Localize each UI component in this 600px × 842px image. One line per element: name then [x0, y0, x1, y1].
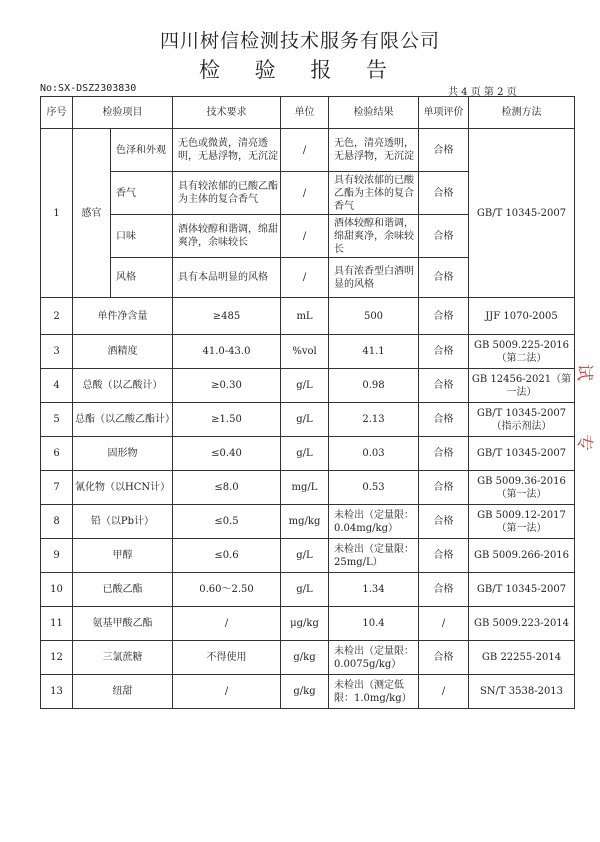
row-unit: g/kg — [281, 641, 329, 675]
row-seq: 4 — [41, 369, 73, 403]
row-method: GB/T 10345-2007（指示剂法） — [469, 403, 575, 437]
row-result: 未检出（定量限：0.04mg/kg） — [329, 505, 419, 539]
row-item: 色泽和外观 — [111, 129, 173, 172]
row-seq: 9 — [41, 539, 73, 573]
row-unit: mg/kg — [281, 505, 329, 539]
row-req: 具有本品明显的风格 — [173, 258, 281, 298]
col-item: 检验项目 — [73, 97, 173, 129]
row-eval: 合格 — [419, 172, 469, 215]
col-req: 技术要求 — [173, 97, 281, 129]
table-row — [41, 471, 575, 505]
row-unit: mg/L — [281, 471, 329, 505]
row-method: GB 5009.223-2014 — [469, 607, 575, 641]
header-row — [41, 97, 575, 129]
col-unit: 单位 — [281, 97, 329, 129]
table-row — [41, 641, 575, 675]
row-req: ≤0.40 — [173, 437, 281, 471]
row-eval: 合格 — [419, 369, 469, 403]
row-req: / — [173, 607, 281, 641]
row-eval: 合格 — [419, 437, 469, 471]
row-unit: mL — [281, 298, 329, 335]
row-method: GB 5009.266-2016 — [469, 539, 575, 573]
row-result: 未检出（定量限：25mg/L） — [329, 539, 419, 573]
row-unit: g/kg — [281, 675, 329, 709]
row-seq: 5 — [41, 403, 73, 437]
row-eval: 合格 — [419, 129, 469, 172]
row-item: 已酸乙酯 — [73, 573, 173, 607]
row-result: 0.03 — [329, 437, 419, 471]
col-eval: 单项评价 — [419, 97, 469, 129]
row-method: GB 5009.36-2016（第一法） — [469, 471, 575, 505]
row-unit: μg/kg — [281, 607, 329, 641]
row-req: 不得使用 — [173, 641, 281, 675]
row-req: 具有较浓郁的已酸乙酯为主体的复合香气 — [173, 172, 281, 215]
row-method: GB 12456-2021（第一法） — [469, 369, 575, 403]
row-result: 10.4 — [329, 607, 419, 641]
row-item: 酒精度 — [73, 335, 173, 369]
col-result: 检验结果 — [329, 97, 419, 129]
row-result: 具有浓香型白酒明显的风格 — [329, 258, 419, 298]
row-seq: 2 — [41, 298, 73, 335]
sensory-row — [41, 129, 575, 172]
table-row — [41, 298, 575, 335]
row-unit: g/L — [281, 437, 329, 471]
row-result: 未检出（定量限：0.0075g/kg） — [329, 641, 419, 675]
row-item: 氰化物（以HCN计） — [73, 471, 173, 505]
row-item: 氨基甲酸乙酯 — [73, 607, 173, 641]
row-unit: g/L — [281, 403, 329, 437]
row-result: 1.34 — [329, 573, 419, 607]
row-eval: 合格 — [419, 298, 469, 335]
table-row — [41, 335, 575, 369]
row-item: 总酸（以乙酸计） — [73, 369, 173, 403]
row-result: 500 — [329, 298, 419, 335]
row-result: 2.13 — [329, 403, 419, 437]
row-item: 单件净含量 — [73, 298, 173, 335]
row-unit: / — [281, 172, 329, 215]
row-method: GB 5009.12-2017（第一法） — [469, 505, 575, 539]
row-result: 酒体较醇和谐调，绵甜爽净，余味较长 — [329, 215, 419, 258]
row-method: GB/T 10345-2007 — [469, 129, 575, 298]
row-result: 41.1 — [329, 335, 419, 369]
margin-mark: 专 — [574, 434, 594, 451]
row-req: 41.0-43.0 — [173, 335, 281, 369]
row-req: ≥0.30 — [173, 369, 281, 403]
row-seq: 7 — [41, 471, 73, 505]
row-result: 无色，清亮透明，无悬浮物，无沉淀 — [329, 129, 419, 172]
row-eval: 合格 — [419, 471, 469, 505]
row-item: 纽甜 — [73, 675, 173, 709]
row-item: 风格 — [111, 258, 173, 298]
row-req: ≤8.0 — [173, 471, 281, 505]
row-seq: 13 — [41, 675, 73, 709]
row-req: 无色或微黄，清亮透明，无悬浮物，无沉淀 — [173, 129, 281, 172]
row-eval: / — [419, 607, 469, 641]
row-eval: 合格 — [419, 403, 469, 437]
row-result: 0.53 — [329, 471, 419, 505]
row-seq: 12 — [41, 641, 73, 675]
row-seq: 6 — [41, 437, 73, 471]
row-eval: 合格 — [419, 505, 469, 539]
row-item: 香气 — [111, 172, 173, 215]
row-req: 酒体较醇和谐调，绵甜爽净，余味较长 — [173, 215, 281, 258]
row-result: 具有较浓郁的已酸乙酯为主体的复合香气 — [329, 172, 419, 215]
row-unit: g/L — [281, 369, 329, 403]
table-row — [41, 675, 575, 709]
row-method: GB 5009.225-2016（第二法） — [469, 335, 575, 369]
row-item: 铅（以Pb计） — [73, 505, 173, 539]
row-method: GB 22255-2014 — [469, 641, 575, 675]
row-method: GB/T 10345-2007 — [469, 573, 575, 607]
row-item: 总酯（以乙酸乙酯计） — [73, 403, 173, 437]
table-row — [41, 369, 575, 403]
row-eval: / — [419, 675, 469, 709]
row-seq: 11 — [41, 607, 73, 641]
row-seq: 3 — [41, 335, 73, 369]
table-row — [41, 573, 575, 607]
row-result: 0.98 — [329, 369, 419, 403]
row-req: ≤0.6 — [173, 539, 281, 573]
report-title: 检 验 报 告 — [198, 58, 402, 82]
page-info: 共 4 页 第 2 页 — [448, 87, 517, 98]
row-eval: 合格 — [419, 539, 469, 573]
row-item: 口味 — [111, 215, 173, 258]
row-eval: 合格 — [419, 335, 469, 369]
row-method: SN/T 3538-2013 — [469, 675, 575, 709]
row-req: 0.60～2.50 — [173, 573, 281, 607]
table-row — [41, 607, 575, 641]
row-eval: 合格 — [419, 641, 469, 675]
row-seq: 8 — [41, 505, 73, 539]
row-unit: g/L — [281, 573, 329, 607]
row-req: ≥1.50 — [173, 403, 281, 437]
row-req: / — [173, 675, 281, 709]
report-number: No:SX-DSZ2303830 — [40, 83, 137, 94]
row-unit: / — [281, 215, 329, 258]
company-name: 四川树信检测技术服务有限公司 — [159, 30, 440, 52]
row-method: GB/T 10345-2007 — [469, 437, 575, 471]
row-method: JJF 1070-2005 — [469, 298, 575, 335]
table-row — [41, 403, 575, 437]
row-eval: 合格 — [419, 573, 469, 607]
table-row — [41, 505, 575, 539]
table-row — [41, 437, 575, 471]
col-seq: 序号 — [41, 97, 73, 129]
row-unit: / — [281, 258, 329, 298]
row-seq: 10 — [41, 573, 73, 607]
row-unit: g/L — [281, 539, 329, 573]
row-seq: 1 — [41, 129, 73, 298]
row-eval: 合格 — [419, 215, 469, 258]
row-req: ≤0.5 — [173, 505, 281, 539]
row-unit: / — [281, 129, 329, 172]
row-eval: 合格 — [419, 258, 469, 298]
row-item: 固形物 — [73, 437, 173, 471]
row-item: 甲醇 — [73, 539, 173, 573]
col-method: 检测方法 — [469, 97, 575, 129]
row-result: 未检出（测定低限：1.0mg/kg） — [329, 675, 419, 709]
sensory-group: 感官 — [73, 129, 111, 298]
row-req: ≥485 — [173, 298, 281, 335]
row-unit: %vol — [281, 335, 329, 369]
test-results-table — [40, 96, 575, 709]
row-item: 三氯蔗糖 — [73, 641, 173, 675]
margin-mark: 试 — [574, 364, 594, 381]
table-row — [41, 539, 575, 573]
